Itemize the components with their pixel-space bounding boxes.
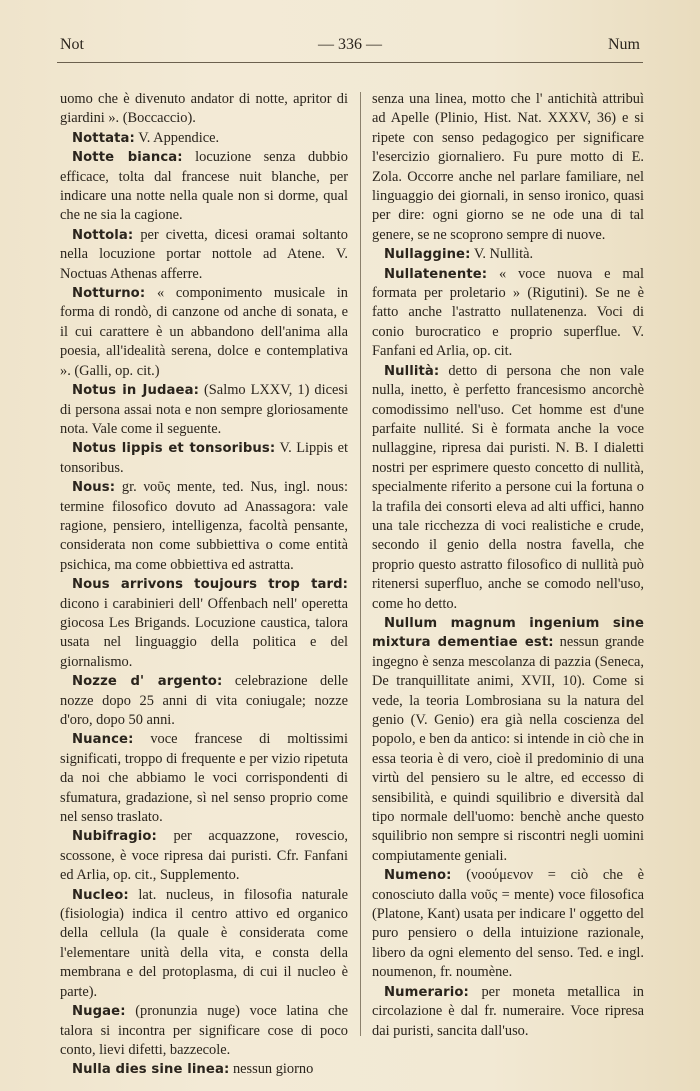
entry — [60, 672, 348, 730]
definition: dicono i carabinieri dell' Offenbach nell' operetta giocosa Les Brigands. Locuzione caustica, talora usata nel linguaggio della politica e del giornalismo. — [60, 595, 348, 670]
headword: Nottata: — [72, 130, 135, 146]
definition: detto di persona che non vale nulla, inetto, è perfetto francesismo ancorchè comodissimo nell'uso. Cet homme est d'une parfaite nullité. Si è formata anche la voce nullaggine, ripresa dai puristi. N. B. I dialetti nostri per esprimere questo concetto di nullità, specialmente riferito a persone cui la fortuna o la trafila dei consorti eleva ad alti uffici, hanno una tale ricchezza di voci realistiche e crude, secondo il genio della nostra favella, che proprio questo astratto filosofico di nullità può ritenersi superfluo, anche se comodo nell'uso, come ho detto. — [372, 362, 645, 612]
definition: per civetta, dicesi oramai soltanto nella locuzione portar nottole ad Atene. V. Noctuas Athenas afferre. — [60, 226, 348, 282]
entry — [60, 148, 348, 226]
definition: celebrazione delle nozze dopo 25 anni di vita coniugale; nozze d'oro, dopo 50 anni. — [60, 673, 348, 728]
page-header — [60, 36, 640, 58]
entry — [60, 575, 348, 672]
definition: nessun grande ingegno è senza mescolanza di pazzia (Seneca, De tranquillitate animi, XVII, 10). Come si vede, la teoria Lombrosiana su la natura del genio (V. Genio) era già nella coscienza del popolo, e ben da antico: si intende in ciò che in essa teoria è di vero, cioè il predominio di una virtù del pensiero su le altre, ed eccesso di sensibilità, e quindi squilibrio e diversità dal tipo normale dell'uomo: benchè anche questo squilibrio non sempre si riscontri negli uomini compiutamente geniali. — [372, 634, 644, 864]
headword: Nullatenente: — [384, 266, 488, 282]
headword: Nottola: — [72, 227, 134, 243]
headword: Numerario: — [384, 984, 469, 1000]
headword: Notus lippis et tonsoribus: — [72, 441, 276, 457]
headword: Nubifragio: — [72, 829, 157, 845]
right-column — [372, 90, 644, 1041]
definition: gr. νοῦς mente, ted. Nus, ingl. nous: termine filosofico dovuto ad Anassagora: vale ragione, pensiero, intelligenza, facoltà pensante, considerata non come subbiettiva o come entità psichica, ma come obbiettiva ed astratta. — [60, 479, 348, 573]
headword: Numeno: — [384, 868, 452, 884]
definition: « voce nuova e mal formata per proletario » (Rigutini). Se ne è fatto anche l'astratto nullatenenza. Voci di conio burocratico e proprio superflue. V. Fanfani ed Arlia, op. cit. — [372, 265, 644, 360]
entry — [372, 245, 644, 264]
entry — [372, 265, 644, 362]
entry — [60, 381, 348, 439]
definition: (νοούμενον = ciò che è conosciuto dalla νοῦς = mente) voce filosofica (Platone, Kant) usata per indicare l' oggetto del puro pensiero o della intuizione razionale, libero da ogni elemento del senso. Ted. e ingl. noumenon, fr. noumène. — [372, 867, 644, 981]
entry — [60, 226, 348, 284]
definition: locuzione senza dubbio efficace, tolta dal francese nuit blanche, per indicare una notte nella quale non si dorme, qual che ne sia la cagione. — [60, 149, 348, 224]
definition: nessun giorno — [232, 1061, 314, 1078]
definition: voce francese di moltissimi significati, troppo di frequente e per vizio ripetuta da noi che abbiamo le voci corrispondenti di sfumatura, gradazione, sì nel senso proprio come nel senso traslato. — [60, 731, 348, 826]
header-left-guideword: Not — [60, 36, 84, 53]
headword: Nulla dies sine linea: — [72, 1062, 230, 1078]
entry — [60, 129, 348, 148]
headword: Nullità: — [384, 363, 440, 379]
headword: Nozze d' argento: — [72, 674, 223, 690]
definition: per moneta metallica in circolazione è dal fr. numeraire. Voce ripresa dai puristi, sancita dall'uso. — [372, 983, 644, 1039]
entry — [60, 730, 348, 827]
headword: Notturno: — [72, 286, 146, 302]
entry — [60, 1060, 348, 1079]
header-rule — [57, 62, 643, 63]
headword: Nous arrivons toujours trop tard: — [72, 577, 348, 593]
headword: Nucleo: — [72, 887, 129, 903]
entry — [60, 439, 348, 478]
headword: Nous: — [72, 480, 116, 496]
headword: Notus in Judaea: — [72, 383, 199, 399]
headword: Notte bianca: — [72, 150, 183, 166]
definition: lat. nucleus, in filosofia naturale (fisiologia) indica il centro attivo ed organico della cellula (la quale è considerata come l'elementare unità della vita, e consta della membrana e del protoplasma, di cui il nucleo è parte). — [60, 886, 349, 1000]
definition: (Salmo LXXV, 1) dicesi di persona assai nota e non sempre gloriosamente nota. Vale come il seguente. — [60, 382, 348, 437]
entry: uomo che è divenuto andator di notte, apritor di giardini ». (Boccaccio). — [60, 91, 348, 127]
definition: per acquazzone, rovescio, scossone, è voce ripresa dai puristi. Cfr. Fanfani ed Arlia, op. cit., Supplemento. — [60, 828, 348, 884]
header-right-guideword: Num — [608, 36, 640, 53]
left-column — [60, 90, 348, 1080]
entry — [372, 983, 644, 1041]
entry — [60, 284, 348, 381]
definition: (pronunzia nuge) voce latina che talora si incontra per significare cose di poco conto, lievi difetti, bazzecole. — [60, 1003, 348, 1058]
headword: Nuance: — [72, 732, 134, 748]
entry: senza una linea, motto che l' antichità attribuì ad Apelle (Plinio, Hist. Nat. XXXV, 36) e si ripete con senso pedagogico per significare l'esercizio giornaliero. Fu pure motto di E. Zola. Occorre anche nel parlare familiare, nel linguaggio dei giornali, in senso ironico, quasi per dire: ogni giorno se ne ode una di tal genere, se ne scoprono sempre di nuove. — [372, 91, 644, 243]
headword: Nugae: — [72, 1004, 126, 1020]
definition: V. Appendice. — [138, 129, 220, 146]
entry — [372, 362, 644, 614]
entry — [372, 866, 644, 982]
headword: Nullaggine: — [384, 247, 471, 263]
entry — [60, 1002, 348, 1060]
page-number: — 336 — — [318, 36, 382, 53]
definition: « componimento musicale in forma di rondò, di canzone od anche di sonata, e il cui carattere è un abbandono dell'anima alla poesia, all'idealità serena, dolce e contemplativa ». (Galli, op. cit.) — [60, 285, 348, 379]
entry — [60, 886, 348, 1002]
entry — [372, 614, 644, 866]
entry — [60, 478, 348, 575]
column-divider — [360, 92, 361, 1036]
definition: V. Nullità. — [473, 246, 534, 263]
headword: Nullum magnum ingenium sine mixtura dementiae est: — [372, 615, 644, 651]
definition: V. Lippis et tonsoribus. — [60, 440, 348, 476]
entry — [60, 827, 348, 885]
